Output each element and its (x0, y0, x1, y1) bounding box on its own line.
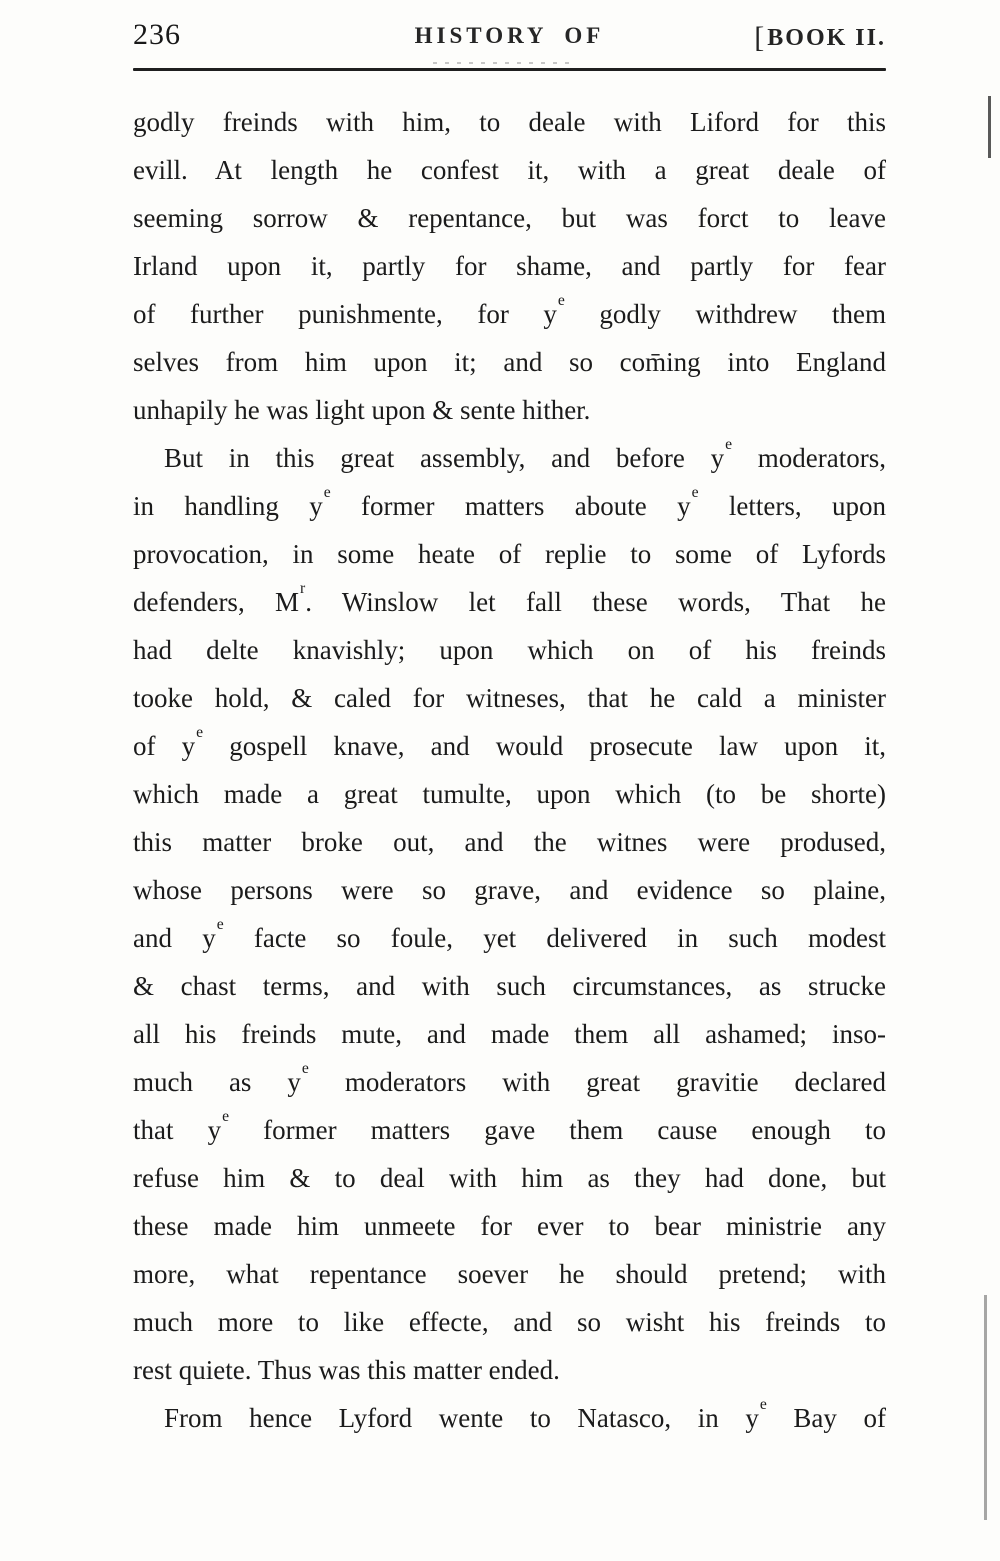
paragraph (133, 98, 886, 434)
text-line: all his freinds mute, and made them all ashamed; inso- (133, 1019, 886, 1049)
text-line: of $y^e$ gospell knave, and would prosecute law upon it, (133, 724, 886, 761)
superscript-letter: e (222, 1108, 230, 1126)
page-header (133, 16, 886, 56)
text-line: this matter broke out, and the witnes were prodused, (133, 827, 886, 857)
text-line: evill. At length he confest it, with a great deale of (133, 155, 886, 185)
superscript-letter: r (300, 580, 306, 598)
superscript-letter: e (196, 724, 204, 742)
text-line: more, what repentance soever he should pretend; with (133, 1259, 886, 1289)
page-body (133, 98, 886, 1442)
text-line: From hence Lyford wente to Natasco, in $y^e$ Bay of (164, 1396, 886, 1433)
superscript-letter: e (301, 1060, 309, 1078)
superscript-letter: e (216, 916, 224, 934)
text-line: defenders, $M^r$. Winslow let fall these words, That he (133, 580, 886, 617)
scan-artifact-top (988, 96, 991, 158)
text-line: provocation, in some heate of replie to some of Lyfords (133, 539, 886, 569)
scan-artifact-bottom (984, 1295, 987, 1520)
text-line: tooke hold, & caled for witneses, that he cald a minister (133, 683, 886, 713)
text-line: seeming sorrow & repentance, but was forct to leave (133, 203, 886, 233)
text-line: refuse him & to deal with him as they had done, but (133, 1163, 886, 1193)
superscript-letter: e (759, 1396, 767, 1414)
text-line: much as $y^e$ moderators with great gravitie declared (133, 1060, 886, 1097)
text-line: that $y^e$ former matters gave them cause enough to (133, 1108, 886, 1145)
superscript-letter: e (323, 484, 331, 502)
text-line: and $y^e$ facte so foule, yet delivered in such modest (133, 916, 886, 953)
text-line: whose persons were so grave, and evidence so plaine, (133, 875, 886, 905)
bracket-glyph: [ (754, 21, 767, 54)
text-line: Irland upon it, partly for shame, and partly for fear (133, 251, 886, 281)
text-line: unhapily he was light upon & sente hither. (133, 395, 591, 425)
paragraph (133, 1394, 886, 1442)
text-line: in handling $y^e$ former matters aboute $y^e$ letters, upon (133, 484, 886, 521)
page-number: 236 (133, 18, 181, 51)
text-line: which made a great tumulte, upon which (to be shorte) (133, 779, 886, 809)
superscript-letter: e (557, 292, 565, 310)
superscript-letter: e (691, 484, 699, 502)
text-line: & chast terms, and with such circumstances, as strucke (133, 971, 886, 1001)
text-line: selves from him upon it; and so com̄ing into England (133, 347, 886, 377)
book-label (754, 21, 886, 55)
running-title: HISTORY OF (414, 23, 605, 48)
text-line: had delte knavishly; upon which on of his freinds (133, 635, 886, 665)
text-line: rest quiete. Thus was this matter ended. (133, 1355, 560, 1385)
text-line: these made him unmeete for ever to bear ministrie any (133, 1211, 886, 1241)
text-line: godly freinds with him, to deale with Liford for this (133, 107, 886, 137)
book-label-text: BOOK II. (767, 25, 886, 51)
header-rule (133, 68, 886, 71)
paragraph (133, 434, 886, 1394)
text-line: much more to like effecte, and so wisht his freinds to (133, 1307, 886, 1337)
superscript-letter: e (725, 436, 733, 454)
text-line: But in this great assembly, and before $y^e$ moderators, (164, 436, 886, 473)
text-line: of further punishmente, for $y^e$ godly withdrew them (133, 292, 886, 329)
